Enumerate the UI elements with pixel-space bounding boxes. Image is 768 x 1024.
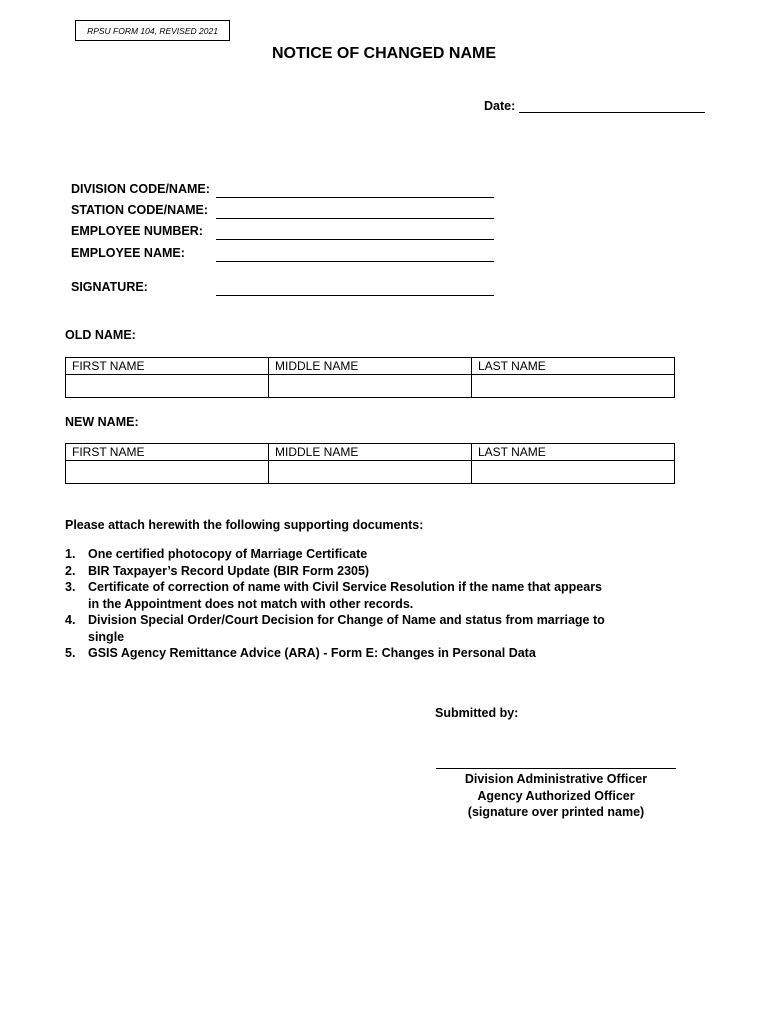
division-label: DIVISION CODE/NAME: xyxy=(71,182,210,196)
page-title: NOTICE OF CHANGED NAME xyxy=(272,45,496,62)
submitter-title: Division Administrative Officer xyxy=(464,772,648,786)
submitter-signature-line[interactable] xyxy=(436,768,676,769)
table-header-row xyxy=(66,444,675,461)
documents-list xyxy=(65,546,605,662)
submitter-block xyxy=(436,771,676,821)
new-name-table xyxy=(65,443,675,484)
submitter-role: Agency Authorized Officer xyxy=(477,788,635,803)
table-row xyxy=(66,375,675,398)
employee-name-input-line[interactable] xyxy=(216,261,494,262)
old-first-name-cell[interactable] xyxy=(66,375,269,398)
old-name-table xyxy=(65,357,675,398)
division-input-line[interactable] xyxy=(216,197,494,198)
list-item-number: 1. xyxy=(65,547,76,561)
signature-input-line[interactable] xyxy=(216,295,494,296)
list-item xyxy=(65,546,605,563)
employee-number-input-line[interactable] xyxy=(216,239,494,240)
list-item-number: 2. xyxy=(65,563,76,578)
list-item-number: 3. xyxy=(65,580,76,594)
old-middle-name-header: MIDDLE NAME xyxy=(269,358,472,375)
list-item-text: Division Special Order/Court Decision for Change of Name and status from marriage to single xyxy=(88,613,605,644)
documents-intro: Please attach herewith the following supporting documents: xyxy=(65,518,424,532)
list-item-number: 5. xyxy=(65,646,76,660)
station-input-line[interactable] xyxy=(216,218,494,219)
list-item xyxy=(65,645,605,662)
old-middle-name-cell[interactable] xyxy=(269,375,472,398)
employee-name-label: EMPLOYEE NAME: xyxy=(71,246,185,260)
new-last-name-header: LAST NAME xyxy=(472,444,675,461)
new-middle-name-header: MIDDLE NAME xyxy=(269,444,472,461)
list-item xyxy=(65,612,605,645)
list-item xyxy=(65,563,605,580)
old-first-name-header: FIRST NAME xyxy=(66,358,269,375)
station-label: STATION CODE/NAME: xyxy=(71,203,209,217)
list-item-number: 4. xyxy=(65,613,76,627)
new-first-name-header: FIRST NAME xyxy=(66,444,269,461)
new-first-name-cell[interactable] xyxy=(66,461,269,484)
new-last-name-cell[interactable] xyxy=(472,461,675,484)
list-item-text: GSIS Agency Remittance Advice (ARA) - Form E: Changes in Personal Data xyxy=(88,646,536,660)
form-code-box xyxy=(75,20,230,41)
date-label: Date: xyxy=(484,99,516,113)
date-field xyxy=(484,99,705,113)
employee-number-label: EMPLOYEE NUMBER: xyxy=(71,224,203,238)
old-name-label: OLD NAME: xyxy=(65,328,136,342)
table-row xyxy=(66,461,675,484)
submitted-by-label: Submitted by: xyxy=(435,706,519,720)
old-last-name-cell[interactable] xyxy=(472,375,675,398)
list-item xyxy=(65,579,605,612)
old-last-name-header: LAST NAME xyxy=(472,358,675,375)
new-middle-name-cell[interactable] xyxy=(269,461,472,484)
submitter-note: (signature over printed name) xyxy=(467,805,645,819)
list-item-text: BIR Taxpayer’s Record Update (BIR Form 2305) xyxy=(88,563,370,578)
list-item-text: One certified photocopy of Marriage Certificate xyxy=(88,547,368,561)
date-input-line[interactable] xyxy=(519,100,705,113)
form-code: RPSU FORM 104, REVISED 2021 xyxy=(87,26,218,36)
list-item-text: Certificate of correction of name with Civil Service Resolution if the name that appears in the Appointment does not match with other records. xyxy=(88,580,603,611)
new-name-label: NEW NAME: xyxy=(65,415,139,429)
signature-label: SIGNATURE: xyxy=(71,280,148,294)
table-header-row xyxy=(66,358,675,375)
